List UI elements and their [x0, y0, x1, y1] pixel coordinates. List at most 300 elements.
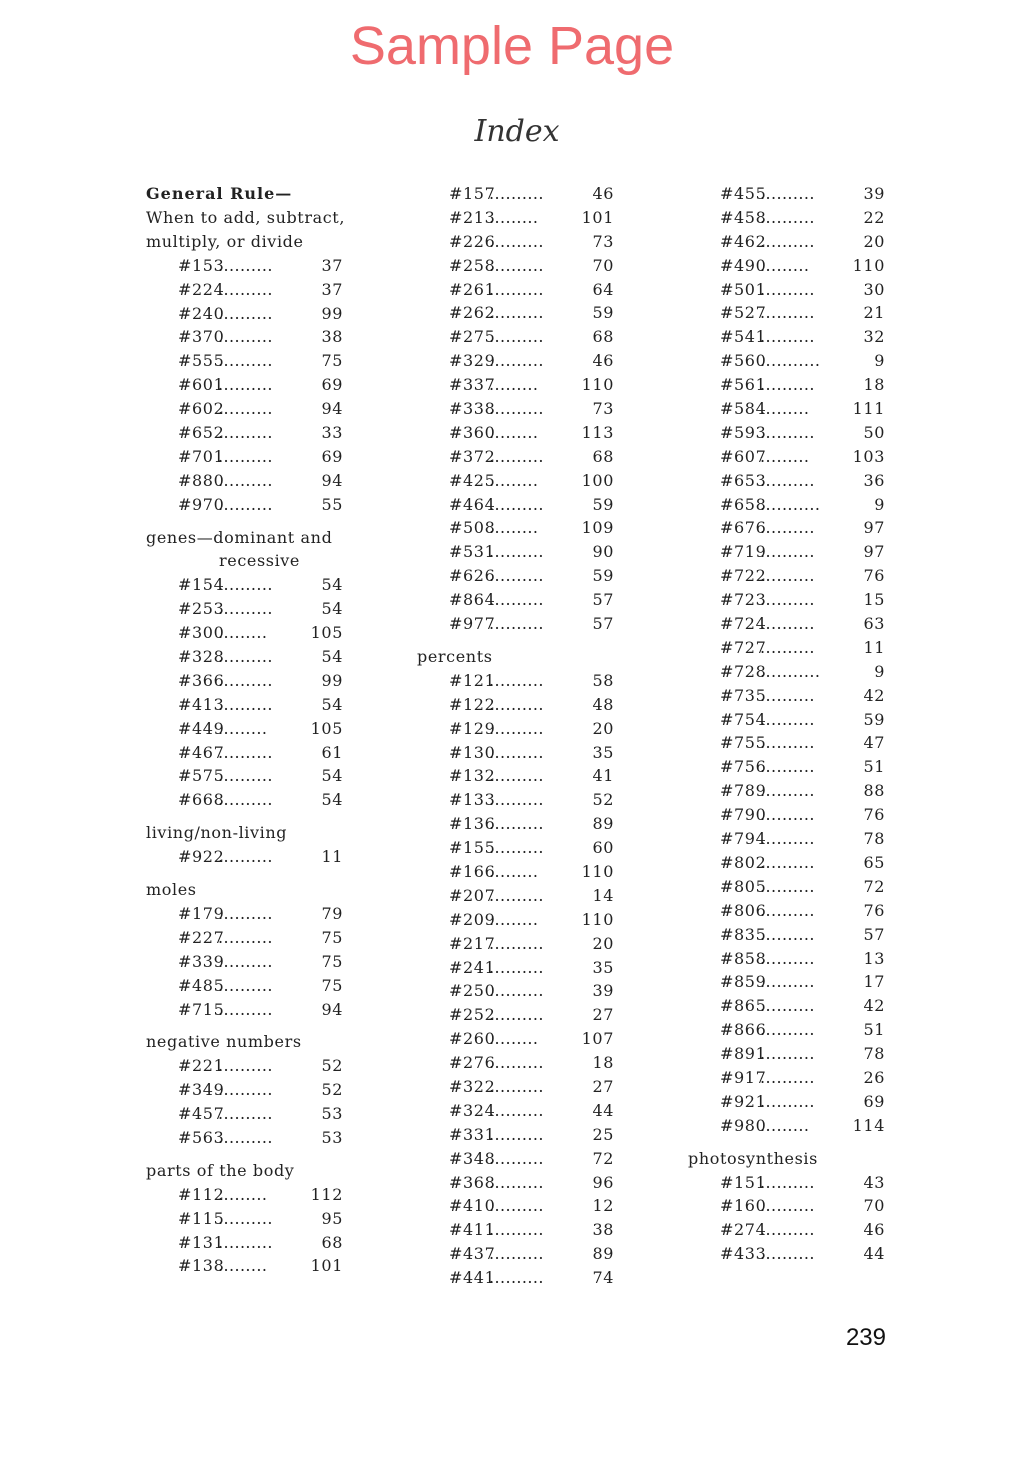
index-entry — [688, 445, 888, 469]
dot-leader: .......... — [218, 647, 273, 666]
index-entry — [146, 597, 346, 621]
dot-leader: .......... — [760, 709, 815, 729]
entry-page: 39 — [592, 981, 614, 1001]
index-entry — [688, 397, 888, 421]
entry-page: 101 — [581, 207, 614, 227]
dot-leader: ......... — [489, 207, 539, 227]
index-entry — [146, 1231, 346, 1255]
index-entry — [688, 970, 888, 994]
entry-page: 52 — [321, 1056, 343, 1076]
dot-leader: .......... — [218, 575, 273, 595]
index-entry — [688, 1194, 888, 1218]
entry-page: 39 — [863, 184, 885, 203]
entry-page: 53 — [321, 1104, 343, 1124]
entry-page: 76 — [863, 900, 885, 920]
entry-page: 43 — [863, 1172, 885, 1192]
entry-number: #601 — [178, 375, 225, 395]
index-entry — [688, 588, 888, 612]
entry-number: #922 — [178, 847, 225, 867]
entry-number: #207 — [449, 885, 496, 905]
entry-page: 69 — [321, 446, 343, 466]
index-group — [688, 1147, 888, 1266]
index-column-2 — [417, 182, 617, 1299]
entry-number: #151 — [720, 1172, 767, 1192]
dot-leader: ......... — [489, 909, 539, 929]
index-entry — [417, 1051, 617, 1075]
dot-leader: .......... — [218, 494, 273, 514]
index-heading: recessive — [219, 551, 300, 571]
dot-leader: ......... — [760, 1115, 810, 1135]
dot-leader: .......... — [489, 1172, 544, 1192]
entry-page: 100 — [581, 470, 614, 490]
dot-leader: .......... — [218, 999, 273, 1019]
entry-number: #560 — [720, 351, 767, 371]
index-group — [146, 526, 346, 813]
dot-leader: .......... — [760, 924, 815, 944]
entry-number: #132 — [449, 766, 496, 786]
entry-page: 13 — [863, 948, 885, 968]
index-entry — [417, 884, 617, 908]
entry-page: 89 — [592, 1244, 614, 1264]
entry-page: 25 — [592, 1124, 614, 1144]
entry-page: 18 — [592, 1053, 614, 1073]
dot-leader: .......... — [489, 327, 544, 347]
dot-leader: .......... — [218, 422, 273, 442]
entry-page: 110 — [581, 861, 614, 881]
index-entry — [688, 421, 888, 445]
entry-number: #240 — [178, 303, 225, 323]
index-entry — [688, 206, 888, 230]
index-entry — [688, 469, 888, 493]
entry-number: #221 — [178, 1056, 225, 1076]
entry-page: 35 — [592, 957, 614, 977]
entry-number: #866 — [720, 1020, 767, 1040]
index-entry — [417, 956, 617, 980]
dot-leader: .......... — [760, 948, 815, 968]
index-entry — [146, 1207, 346, 1231]
entry-number: #160 — [720, 1196, 767, 1216]
entry-page: 18 — [863, 375, 885, 395]
entry-number: #563 — [178, 1127, 225, 1147]
index-entry — [417, 669, 617, 693]
index-entry — [688, 684, 888, 708]
dot-leader: .......... — [760, 829, 815, 849]
dot-leader: .......... — [760, 972, 815, 992]
index-entry — [146, 902, 346, 926]
index-entry — [417, 612, 617, 636]
index-entry — [146, 397, 346, 421]
entry-page: 97 — [863, 542, 885, 562]
index-entry — [417, 1075, 617, 1099]
entry-number: #138 — [178, 1256, 225, 1276]
entry-page: 55 — [321, 494, 343, 514]
entry-page: 73 — [592, 399, 614, 419]
index-entry — [417, 1099, 617, 1123]
dot-leader: .......... — [218, 1232, 273, 1252]
index-column-1 — [146, 182, 346, 1287]
dot-leader: .......... — [489, 766, 544, 786]
index-entry — [417, 182, 617, 206]
entry-page: 26 — [863, 1067, 885, 1087]
dot-leader: .......... — [760, 1020, 815, 1040]
entry-page: 105 — [310, 623, 343, 643]
entry-number: #449 — [178, 718, 225, 738]
index-entry — [688, 493, 888, 517]
entry-number: #241 — [449, 957, 496, 977]
entry-page: 52 — [321, 1080, 343, 1100]
index-entry — [417, 349, 617, 373]
index-entry — [688, 1066, 888, 1090]
dot-leader: ......... — [218, 1184, 268, 1204]
dot-leader: ......... — [489, 861, 539, 881]
index-group — [146, 1030, 346, 1149]
entry-page: 64 — [592, 279, 614, 299]
dot-leader: .......... — [760, 1067, 815, 1087]
page-title: Index — [474, 114, 560, 149]
entry-page: 70 — [863, 1196, 885, 1216]
dot-leader: .......... — [760, 637, 815, 657]
dot-leader: .......... — [760, 590, 815, 610]
index-entry — [146, 573, 346, 597]
entry-number: #755 — [720, 733, 767, 753]
entry-page: 42 — [863, 996, 885, 1016]
entry-page: 79 — [321, 903, 343, 923]
index-entry — [146, 717, 346, 741]
index-entry — [688, 516, 888, 540]
entry-page: 46 — [863, 1220, 885, 1240]
entry-number: #607 — [720, 446, 767, 466]
dot-leader: .......... — [489, 790, 544, 810]
entry-number: #349 — [178, 1080, 225, 1100]
entry-number: #455 — [720, 184, 767, 203]
index-entry — [688, 182, 888, 206]
entry-number: #917 — [720, 1067, 767, 1087]
index-entry — [417, 1171, 617, 1195]
index-entry — [688, 325, 888, 349]
entry-number: #261 — [449, 279, 496, 299]
index-entry — [688, 1018, 888, 1042]
index-heading: When to add, subtract, — [146, 207, 346, 227]
index-entry — [146, 1078, 346, 1102]
entry-number: #209 — [449, 909, 496, 929]
entry-number: #584 — [720, 399, 767, 419]
entry-number: #789 — [720, 781, 767, 801]
index-entry — [146, 349, 346, 373]
index-entry — [688, 636, 888, 660]
index-heading: genes—dominant and — [146, 527, 333, 547]
entry-page: 20 — [592, 933, 614, 953]
entry-number: #653 — [720, 470, 767, 490]
entry-page: 58 — [592, 670, 614, 690]
dot-leader: .......... — [489, 1220, 544, 1240]
dot-leader: .......... — [760, 231, 815, 251]
dot-leader: .......... — [760, 781, 815, 801]
index-entry — [146, 325, 346, 349]
entry-number: #179 — [178, 903, 225, 923]
index-heading: negative numbers — [146, 1032, 302, 1052]
entry-number: #467 — [178, 742, 225, 762]
dot-leader: ........... — [760, 351, 821, 371]
index-entry — [417, 979, 617, 1003]
entry-page: 38 — [592, 1220, 614, 1240]
index-entry — [688, 660, 888, 684]
entry-number: #891 — [720, 1044, 767, 1064]
entry-page: 74 — [592, 1268, 614, 1288]
entry-page: 75 — [321, 975, 343, 995]
dot-leader: .......... — [760, 757, 815, 777]
entry-number: #735 — [720, 685, 767, 705]
dot-leader: .......... — [218, 790, 273, 810]
entry-page: 37 — [321, 279, 343, 299]
entry-page: 59 — [592, 494, 614, 514]
entry-number: #252 — [449, 1005, 496, 1025]
index-entry — [417, 206, 617, 230]
dot-leader: .......... — [760, 1172, 815, 1192]
entry-page: 12 — [592, 1196, 614, 1216]
index-heading: percents — [417, 646, 493, 666]
dot-leader: .......... — [218, 399, 273, 419]
index-group — [146, 821, 346, 869]
entry-number: #602 — [178, 399, 225, 419]
dot-leader: .......... — [218, 327, 273, 347]
index-entry — [146, 788, 346, 812]
entry-number: #719 — [720, 542, 767, 562]
index-entry — [688, 779, 888, 803]
index-entry — [417, 741, 617, 765]
index-group — [146, 1159, 346, 1278]
dot-leader: .......... — [489, 351, 544, 371]
entry-number: #166 — [449, 861, 496, 881]
dot-leader: ......... — [489, 375, 539, 395]
dot-leader: .......... — [489, 542, 544, 562]
dot-leader: .......... — [489, 1148, 544, 1168]
entry-number: #880 — [178, 470, 225, 490]
dot-leader: .......... — [218, 303, 273, 323]
index-entry — [146, 926, 346, 950]
index-entry — [417, 493, 617, 517]
entry-page: 72 — [863, 876, 885, 896]
entry-page: 27 — [592, 1005, 614, 1025]
entry-page: 72 — [592, 1148, 614, 1168]
entry-page: 69 — [863, 1091, 885, 1111]
index-entry — [146, 621, 346, 645]
index-heading: living/non-living — [146, 823, 288, 843]
dot-leader: ......... — [760, 255, 810, 275]
dot-leader: .......... — [489, 1005, 544, 1025]
dot-leader: .......... — [760, 900, 815, 920]
entry-number: #274 — [720, 1220, 767, 1240]
entry-number: #668 — [178, 790, 225, 810]
dot-leader: .......... — [489, 590, 544, 610]
dot-leader: ......... — [489, 1029, 539, 1049]
index-heading: photosynthesis — [688, 1148, 818, 1168]
index-entry — [417, 588, 617, 612]
index-group — [417, 645, 617, 1290]
entry-page: 99 — [321, 303, 343, 323]
index-entry — [688, 1042, 888, 1066]
dot-leader: ......... — [218, 623, 268, 643]
index-entry — [146, 1254, 346, 1278]
entry-page: 78 — [863, 1044, 885, 1064]
dot-leader: .......... — [760, 566, 815, 586]
index-entry — [417, 325, 617, 349]
index-entry — [688, 947, 888, 971]
entry-number: #413 — [178, 694, 225, 714]
dot-leader: .......... — [760, 470, 815, 490]
entry-page: 110 — [581, 375, 614, 395]
entry-page: 54 — [321, 766, 343, 786]
dot-leader: .......... — [489, 814, 544, 834]
dot-leader: .......... — [218, 351, 273, 371]
entry-number: #276 — [449, 1053, 496, 1073]
dot-leader: .......... — [218, 766, 273, 786]
dot-leader: .......... — [489, 303, 544, 323]
entry-number: #658 — [720, 494, 767, 514]
entry-page: 111 — [852, 399, 885, 419]
entry-number: #457 — [178, 1104, 225, 1124]
entry-number: #575 — [178, 766, 225, 786]
index-entry — [417, 1147, 617, 1171]
index-entry — [417, 1003, 617, 1027]
entry-page: 9 — [874, 351, 885, 371]
entry-number: #130 — [449, 742, 496, 762]
dot-leader: .......... — [489, 742, 544, 762]
entry-number: #331 — [449, 1124, 496, 1144]
entry-page: 110 — [852, 255, 885, 275]
entry-number: #555 — [178, 351, 225, 371]
dot-leader: .......... — [760, 996, 815, 1016]
entry-page: 37 — [321, 255, 343, 275]
entry-number: #790 — [720, 805, 767, 825]
entry-page: 50 — [863, 422, 885, 442]
index-entry — [417, 788, 617, 812]
entry-number: #337 — [449, 375, 496, 395]
entry-page: 21 — [863, 303, 885, 323]
entry-page: 109 — [581, 518, 614, 538]
entry-page: 41 — [592, 766, 614, 786]
index-entry — [688, 851, 888, 875]
entry-page: 94 — [321, 999, 343, 1019]
entry-page: 99 — [321, 670, 343, 690]
dot-leader: .......... — [760, 1244, 815, 1264]
index-entry — [417, 1194, 617, 1218]
dot-leader: .......... — [218, 1104, 273, 1124]
entry-page: 54 — [321, 694, 343, 714]
entry-number: #437 — [449, 1244, 496, 1264]
dot-leader: .......... — [760, 733, 815, 753]
index-entry — [146, 693, 346, 717]
entry-number: #626 — [449, 566, 496, 586]
entry-number: #322 — [449, 1076, 496, 1096]
entry-page: 65 — [863, 852, 885, 872]
index-entry — [688, 230, 888, 254]
entry-page: 57 — [592, 614, 614, 634]
entry-number: #441 — [449, 1268, 496, 1288]
entry-number: #865 — [720, 996, 767, 1016]
entry-page: 32 — [863, 327, 885, 347]
dot-leader: .......... — [218, 742, 273, 762]
dot-leader: .......... — [218, 446, 273, 466]
entry-page: 90 — [592, 542, 614, 562]
entry-number: #129 — [449, 718, 496, 738]
entry-number: #723 — [720, 590, 767, 610]
entry-number: #121 — [449, 670, 496, 690]
dot-leader: .......... — [489, 838, 544, 858]
dot-leader: .......... — [760, 207, 815, 227]
dot-leader: ........... — [760, 494, 821, 514]
entry-page: 101 — [310, 1256, 343, 1276]
index-entry — [146, 998, 346, 1022]
dot-leader: ......... — [489, 422, 539, 442]
dot-leader: ......... — [489, 518, 539, 538]
index-column-3 — [688, 182, 888, 1275]
entry-number: #410 — [449, 1196, 496, 1216]
entry-number: #338 — [449, 399, 496, 419]
entry-page: 9 — [874, 661, 885, 681]
entry-page: 57 — [863, 924, 885, 944]
dot-leader: .......... — [218, 951, 273, 971]
entry-number: #339 — [178, 951, 225, 971]
index-entry — [417, 1218, 617, 1242]
entry-page: 68 — [592, 327, 614, 347]
entry-page: 9 — [874, 494, 885, 514]
index-entry — [146, 645, 346, 669]
entry-page: 30 — [863, 279, 885, 299]
entry-page: 73 — [592, 231, 614, 251]
entry-number: #329 — [449, 351, 496, 371]
entry-number: #217 — [449, 933, 496, 953]
entry-page: 89 — [592, 814, 614, 834]
entry-number: #724 — [720, 614, 767, 634]
dot-leader: .......... — [760, 614, 815, 634]
entry-page: 54 — [321, 790, 343, 810]
dot-leader: .......... — [489, 494, 544, 514]
index-entry — [146, 493, 346, 517]
entry-page: 103 — [852, 446, 885, 466]
entry-number: #366 — [178, 670, 225, 690]
entry-page: 60 — [592, 838, 614, 858]
entry-number: #508 — [449, 518, 496, 538]
index-entry — [417, 1123, 617, 1147]
index-entry — [688, 803, 888, 827]
dot-leader: .......... — [218, 975, 273, 995]
index-heading: moles — [146, 880, 197, 900]
dot-leader: .......... — [218, 694, 273, 714]
index-entry — [688, 301, 888, 325]
index-entry — [688, 755, 888, 779]
entry-number: #133 — [449, 790, 496, 810]
index-entry — [688, 349, 888, 373]
dot-leader: .......... — [489, 981, 544, 1001]
dot-leader: .......... — [489, 1268, 544, 1288]
entry-number: #227 — [178, 927, 225, 947]
entry-number: #224 — [178, 279, 225, 299]
entry-page: 46 — [592, 351, 614, 371]
index-entry — [146, 974, 346, 998]
entry-number: #328 — [178, 647, 225, 666]
entry-page: 11 — [321, 847, 343, 867]
entry-page: 78 — [863, 829, 885, 849]
dot-leader: .......... — [489, 1196, 544, 1216]
index-entry — [688, 875, 888, 899]
index-entry — [688, 373, 888, 397]
entry-number: #155 — [449, 838, 496, 858]
entry-number: #802 — [720, 852, 767, 872]
entry-page: 48 — [592, 694, 614, 714]
index-entry — [688, 1171, 888, 1195]
index-entry — [417, 836, 617, 860]
entry-page: 22 — [863, 207, 885, 227]
